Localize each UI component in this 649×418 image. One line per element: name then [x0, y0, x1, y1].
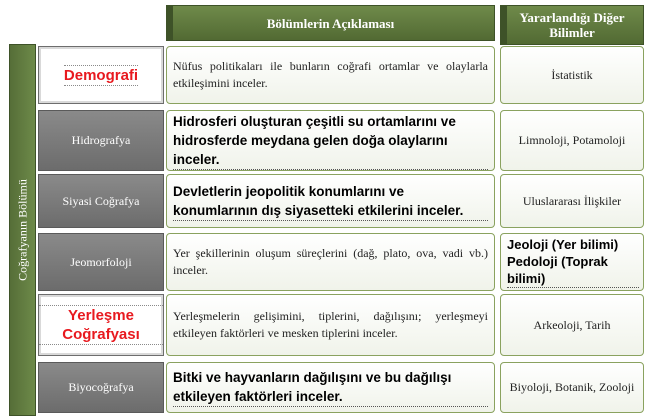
- table-row-hidrografya: [38, 110, 644, 171]
- sciences-cell: [500, 294, 644, 356]
- related-sciences-header: [500, 5, 644, 45]
- description-text: Yerleşmelerin gelişimini, tiplerini, dağılışını; yerleşmeyi etkileyen faktörleri ve mesken tiplerini inceler.: [173, 309, 488, 340]
- description-cell: [166, 110, 495, 171]
- branch-name: Yerleşme Coğrafyası: [39, 305, 163, 345]
- branch-name-cell: [38, 233, 164, 291]
- sciences-cell: [500, 110, 644, 171]
- description-cell: [166, 46, 495, 104]
- branch-name-cell: [38, 294, 164, 356]
- description-cell: [166, 174, 495, 228]
- table-row-biyocografya: [38, 362, 644, 413]
- sciences-cell: [500, 362, 644, 413]
- sciences-cell: [500, 233, 644, 291]
- sciences-cell: [500, 46, 644, 104]
- table-row-demografi: [38, 46, 644, 104]
- branch-name: Biyocoğrafya: [68, 380, 134, 394]
- branch-name-cell: [38, 46, 164, 104]
- sciences-cell: [500, 174, 644, 228]
- sciences-text: Limnoloji, Potamoloji: [518, 133, 626, 147]
- sciences-text: Arkeoloji, Tarih: [533, 317, 611, 332]
- table-row-jeomorfoloji: [38, 233, 644, 291]
- branch-name: Siyasi Coğrafya: [62, 193, 140, 208]
- side-label: Coğrafyanın Bölümü: [15, 179, 29, 281]
- description-text: Yer şekillerinin oluşum süreçlerini (dağ, plato, ova, vadi vb.) inceler.: [173, 246, 488, 277]
- description-text: Bitki ve hayvanların dağılışını ve bu dağılışı etkileyen faktörleri inceler.: [173, 368, 488, 407]
- branch-name: Hidrografya: [71, 133, 131, 147]
- description-text: Hidrosferi oluşturan çeşitli su ortamlarını ve hidrosferde meydana gelen doğa olaylarını inceler.: [173, 112, 488, 170]
- table-row-yerlesme-cografyasi: [38, 294, 644, 356]
- sciences-text: Jeoloji (Yer bilimi) Pedoloji (Toprak bilimi): [507, 236, 639, 288]
- branch-name-cell: [38, 174, 164, 228]
- sciences-text: İstatistik: [551, 67, 593, 82]
- description-cell: [166, 294, 495, 356]
- description-text: Devletlerin jeopolitik konumlarını ve konumlarının dış siyasetteki etkilerini inceler.: [173, 182, 488, 221]
- sciences-text: Uluslararası İlişkiler: [522, 193, 622, 208]
- description-cell: [166, 233, 495, 291]
- descriptions-header: [166, 5, 495, 41]
- branch-name-cell: [38, 110, 164, 171]
- sciences-text: Biyoloji, Botanik, Zooloji: [509, 380, 635, 394]
- description-cell: [166, 362, 495, 413]
- related-sciences-header-label: Yararlandığı Diğer Bilimler: [519, 10, 625, 40]
- side-label-bar: [9, 44, 36, 416]
- table-row-siyasi-cografya: [38, 174, 644, 228]
- branch-name-cell: [38, 362, 164, 413]
- descriptions-header-label: Bölümlerin Açıklaması: [266, 15, 395, 31]
- branch-name: Jeomorfoloji: [70, 254, 132, 269]
- description-text: Nüfus politikaları ile bunların coğrafi ortamlar ve olaylarla etkileşimini inceler.: [173, 59, 488, 90]
- branch-name: Demografi: [63, 66, 139, 84]
